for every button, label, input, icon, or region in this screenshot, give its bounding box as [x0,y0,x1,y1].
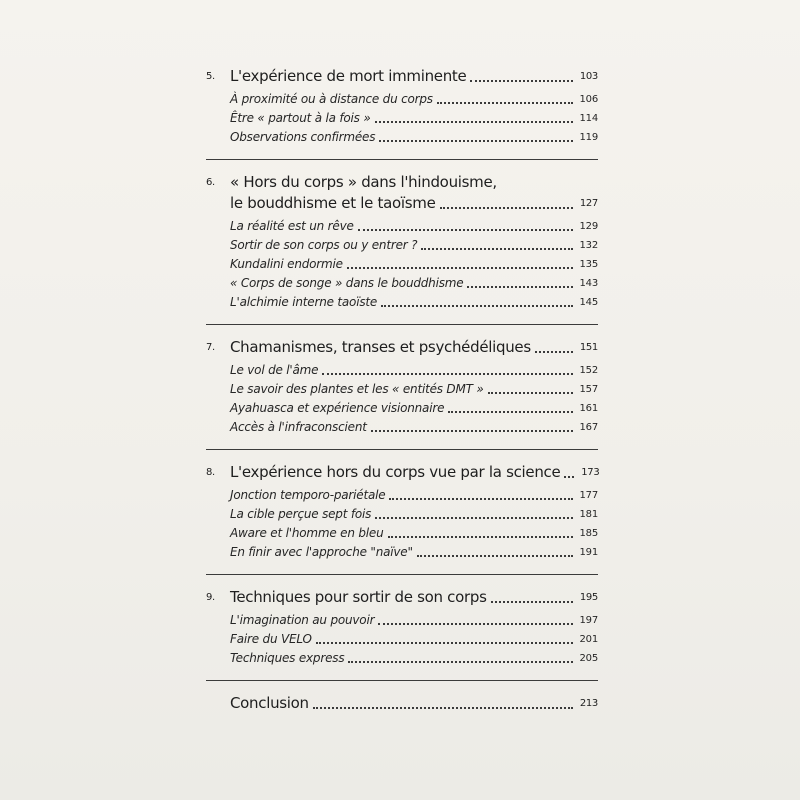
page-number: 205 [579,653,598,664]
toc-section [206,236,598,255]
section-title: L'alchimie interne taoïste [230,295,378,309]
chapter-heading [206,693,598,714]
dot-leader [488,392,573,394]
page-number: 213 [579,698,598,709]
toc-section [206,255,598,274]
dot-leader [437,102,573,104]
chapter-heading [206,337,598,358]
section-title: La cible perçue sept fois [230,507,372,521]
page-number: 127 [579,198,598,209]
chapter-title: L'expérience hors du corps vue par la science [230,463,561,481]
page-number: 181 [579,509,598,520]
section-title: Ayahuasca et expérience visionnaire [230,401,445,415]
toc-conclusion [206,693,598,726]
section-title: Aware et l'homme en bleu [230,526,384,540]
page-number: 151 [579,342,598,353]
toc-section [206,399,598,418]
section-title: Kundalini endormie [230,257,343,271]
dot-leader [564,476,574,478]
chapter-title-wrap [230,693,598,714]
chapter-heading [206,587,598,608]
dot-leader [535,351,573,353]
toc-section [206,543,598,562]
section-title: Techniques express [230,651,345,665]
chapter-heading [206,462,598,483]
chapter-number: 7. [206,342,215,353]
page-number: 185 [579,528,598,539]
page-number: 103 [579,71,598,82]
chapter-title-line1: « Hors du corps » dans l'hindouisme, [230,173,497,191]
dot-leader [375,517,573,519]
page-number: 161 [579,403,598,414]
page-number: 132 [579,240,598,251]
toc-section [206,611,598,630]
section-title: La réalité est un rêve [230,219,354,233]
chapter-heading [206,66,598,87]
toc-section [206,486,598,505]
toc-chapter-7 [206,337,598,450]
page-number: 191 [579,547,598,558]
chapter-title-wrap [230,66,598,87]
conclusion-title: Conclusion [230,694,309,712]
section-title: Le savoir des plantes et les « entités DMT » [230,382,484,396]
toc-chapter-5 [206,66,598,160]
page-number: 167 [579,422,598,433]
section-list [206,611,598,668]
section-list [206,90,598,147]
toc-section [206,380,598,399]
toc-chapter-8 [206,462,598,575]
chapter-heading [206,193,598,214]
dot-leader [421,248,573,250]
section-title: Sortir de son corps ou y entrer ? [230,238,418,252]
section-title: Accès à l'infraconscient [230,420,367,434]
page-number: 143 [579,278,598,289]
chapter-title: le bouddhisme et le taoïsme [230,194,436,212]
dot-leader [378,623,573,625]
chapter-number: 6. [206,177,215,188]
toc-chapter-9 [206,587,598,681]
page-number: 119 [579,132,598,143]
toc-section [206,90,598,109]
chapter-title: L'expérience de mort imminente [230,67,467,85]
toc-section [206,524,598,543]
section-list [206,486,598,562]
page-number: 197 [579,615,598,626]
chapter-title: Chamanismes, transes et psychédéliques [230,338,531,356]
dot-leader [389,498,573,500]
dot-leader [417,555,573,557]
section-title: À proximité ou à distance du corps [230,92,433,106]
toc-section [206,128,598,147]
section-title: Être « partout à la fois » [230,111,371,125]
dot-leader [381,305,573,307]
section-title: « Corps de songe » dans le bouddhisme [230,276,464,290]
page-number: 152 [579,365,598,376]
page-number: 135 [579,259,598,270]
dot-leader [358,229,573,231]
toc-section [206,217,598,236]
dot-leader [470,80,573,82]
dot-leader [379,140,573,142]
page-number: 195 [579,592,598,603]
page-number: 157 [579,384,598,395]
page-number: 173 [581,467,600,478]
dot-leader [371,430,573,432]
toc-section [206,274,598,293]
section-title: L'imagination au pouvoir [230,613,375,627]
chapter-number: 9. [206,592,215,603]
page-number: 177 [579,490,598,501]
toc-section [206,109,598,128]
page-number: 114 [579,113,598,124]
dot-leader [375,121,573,123]
dot-leader [491,601,573,603]
toc-section [206,630,598,649]
section-title: Le vol de l'âme [230,363,319,377]
dot-leader [322,373,573,375]
section-list [206,217,598,312]
toc-section [206,649,598,668]
chapter-number: 5. [206,71,215,82]
toc-section [206,418,598,437]
page-number: 145 [579,297,598,308]
dot-leader [467,286,573,288]
section-title: Jonction temporo-pariétale [230,488,386,502]
dot-leader [440,207,573,209]
dot-leader [347,267,573,269]
toc-section [206,361,598,380]
chapter-title-wrap [230,193,598,214]
section-title: Observations confirmées [230,130,376,144]
chapter-heading-line1 [206,172,598,193]
dot-leader [313,707,573,709]
chapter-title: Techniques pour sortir de son corps [230,588,487,606]
chapter-title-wrap [230,337,598,358]
section-list [206,361,598,437]
page-number: 201 [579,634,598,645]
toc-section [206,505,598,524]
chapter-title-wrap [230,462,598,483]
dot-leader [388,536,573,538]
dot-leader [348,661,573,663]
chapter-number: 8. [206,467,215,478]
toc-chapter-6 [206,172,598,325]
section-title: Faire du VELO [230,632,312,646]
page-number: 129 [579,221,598,232]
dot-leader [316,642,573,644]
page-number: 106 [579,94,598,105]
toc-section [206,293,598,312]
section-title: En finir avec l'approche "naïve" [230,545,413,559]
chapter-title-wrap [230,587,598,608]
table-of-contents [206,66,598,738]
dot-leader [448,411,573,413]
